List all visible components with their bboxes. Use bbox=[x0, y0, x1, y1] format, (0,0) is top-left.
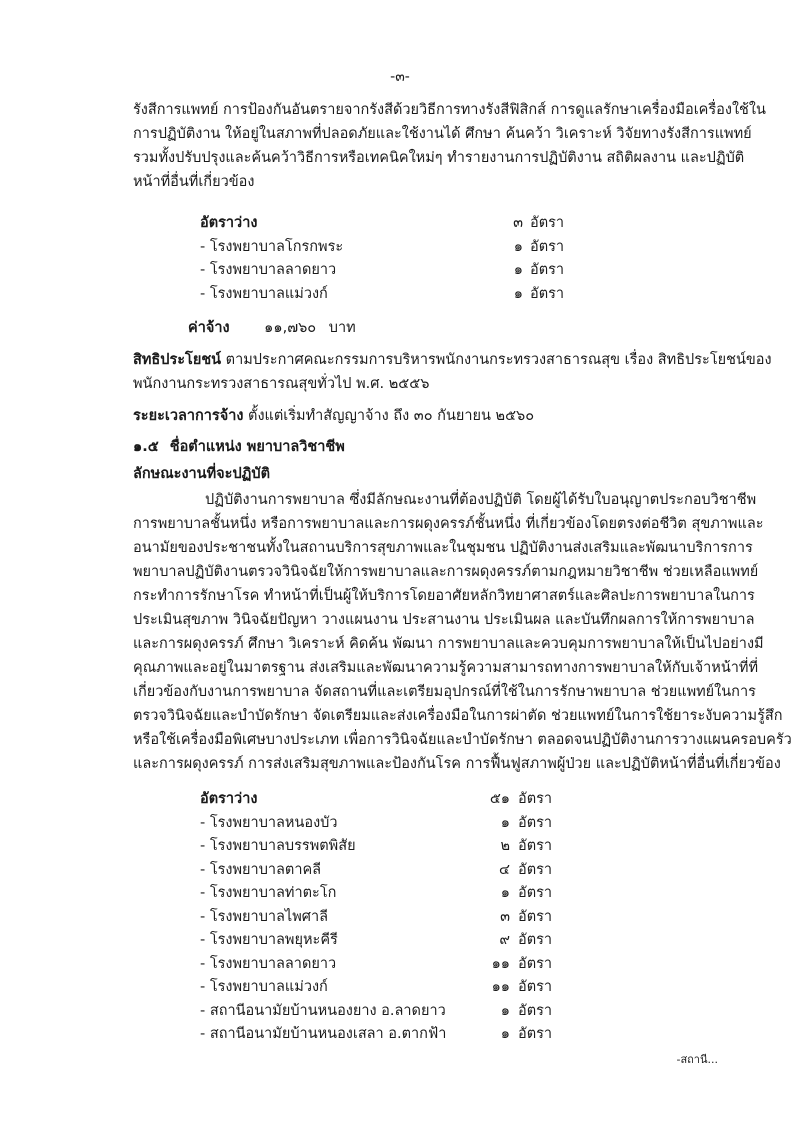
duty-line: พยาบาลปฏิบัติงานตรวจวินิจฉัยให้การพยาบาลและการผดุงครรภ์ตามกฎหมายวิชาชีพ ช่วยเหลือแพทย์ bbox=[133, 564, 759, 580]
vacancy-unit: อัตรา bbox=[518, 861, 553, 878]
vacancy-unit: อัตรา bbox=[518, 791, 553, 807]
hospital-name: - โรงพยาบาลพยุหะคีรี bbox=[200, 932, 338, 948]
position-number: ๑.๕ bbox=[133, 439, 159, 455]
vacancy-count: ๑ bbox=[513, 238, 523, 255]
duration-label: ระยะเวลาการจ้าง bbox=[133, 408, 244, 424]
vacancy-count: ๑ bbox=[513, 262, 523, 278]
vacancy-unit: อัตรา bbox=[530, 215, 565, 231]
hospital-name: - โรงพยาบาลแม่วงก์ bbox=[200, 979, 328, 995]
duration-line bbox=[133, 404, 534, 427]
duty-line: คุณภาพและอยู่ในมาตรฐาน ส่งเสริมและพัฒนาความรู้ความสามารถทางการพยาบาลให้กับเจ้าหน้าที่ที่ bbox=[133, 660, 759, 676]
wage-label: ค่าจ้าง bbox=[188, 320, 230, 336]
duty-line: และการผดุงครรภ์ การส่งเสริมสุขภาพและป้องกันโรค การฟื้นฟูสภาพผู้ป่วย และปฏิบัติหน้าที่อื่นที่เกี่ยวข้อง bbox=[133, 756, 781, 772]
benefits-label: สิทธิประโยชน์ bbox=[133, 352, 222, 368]
vacancy-unit: อัตรา bbox=[518, 814, 553, 831]
vacancy-unit: อัตรา bbox=[530, 262, 565, 278]
vacancy-unit: อัตรา bbox=[518, 932, 553, 948]
hospital-name: - โรงพยาบาลท่าตะโก bbox=[200, 885, 337, 901]
duty-line: ประเมินสุขภาพ วินิจฉัยปัญหา วางแผนงาน ประสานงาน ประเมินผล และบันทึกผลการให้การพยาบาล bbox=[133, 612, 755, 628]
benefits-line-2: พนักงานกระทรวงสาธารณสุขทั่วไป พ.ศ. ๒๕๕๖ bbox=[133, 376, 430, 392]
vacancy-unit: อัตรา bbox=[518, 955, 553, 972]
benefits-line-1 bbox=[133, 348, 772, 371]
vacancy-count: ๙ bbox=[499, 932, 510, 948]
vacancy-unit: อัตรา bbox=[518, 885, 553, 901]
duty-line: กระทำการรักษาโรค ทำหน้าที่เป็นผู้ให้บริการโดยอาศัยหลักวิทยาศาสตร์และศิลปะการพยาบาลในการ bbox=[133, 588, 755, 604]
duty-line: และการผดุงครรภ์ ศึกษา วิเคราะห์ คิดค้น พัฒนา การพยาบาลและควบคุมการพยาบาลให้เป็นไปอย่างมี bbox=[133, 636, 764, 652]
duty-line: อนามัยของประชาชนทั้งในสถานบริการสุขภาพและในชุมชน ปฏิบัติงานส่งเสริมและพัฒนาบริการการ bbox=[133, 540, 753, 556]
hospital-name: - โรงพยาบาลโกรกพระ bbox=[200, 238, 344, 255]
vacancy-unit: อัตรา bbox=[518, 838, 553, 854]
vacancy-count: ๑ bbox=[500, 885, 510, 901]
vacancy-count: ๑ bbox=[500, 814, 510, 831]
duty-line: หรือใช้เครื่องมือพิเศษบางประเภท เพื่อการวินิจฉัยและบำบัดรักษา ตลอดจนปฏิบัติงานการวางแผนครอบครัว bbox=[133, 732, 792, 748]
vacancy-count: ๔ bbox=[499, 861, 510, 878]
vacancy-count: ๑๑ bbox=[491, 979, 510, 995]
duty-heading: ลักษณะงานที่จะปฏิบัติ bbox=[133, 466, 270, 482]
health-station-name: - สถานีอนามัยบ้านหนองเสลา อ.ตากฟ้า bbox=[200, 1026, 447, 1042]
intro-line: การปฏิบัติงาน ให้อยู่ในสภาพที่ปลอดภัยและใช้งานได้ ศึกษา ค้นคว้า วิเคราะห์ วิจัยทางรังสีการแพทย์ bbox=[133, 126, 752, 142]
vacancy-unit: อัตรา bbox=[518, 979, 553, 995]
intro-paragraph bbox=[133, 98, 766, 194]
hospital-name: - โรงพยาบาลแม่วงก์ bbox=[200, 285, 328, 302]
duty-line: การพยาบาลชั้นหนึ่ง หรือการพยาบาลและการผดุงครรภ์ชั้นหนึ่ง ที่เกี่ยวข้องโดยตรงต่อชีวิต สุขภาพและ bbox=[133, 516, 764, 532]
health-station-name: - สถานีอนามัยบ้านหนองยาง อ.ลาดยาว bbox=[200, 1002, 446, 1019]
vacancy-count: ๑ bbox=[500, 1002, 510, 1019]
hospital-name: - โรงพยาบาลไพศาลี bbox=[200, 908, 329, 925]
benefits-text: ตามประกาศคณะกรรมการบริหารพนักงานกระทรวงสาธารณสุข เรื่อง สิทธิประโยชน์ของ bbox=[221, 352, 772, 368]
duty-paragraph bbox=[133, 488, 792, 776]
page-number: -๓- bbox=[390, 69, 410, 85]
duty-line: ตรวจวินิจฉัยและบำบัดรักษา จัดเตรียมและส่งเครื่องมือในการผ่าตัด ช่วยแพทย์ในการใช้ยาระงับความรู้สึก bbox=[133, 708, 783, 724]
vacancy-total: ๓ bbox=[513, 215, 523, 231]
wage-currency: บาท bbox=[328, 320, 356, 336]
hospital-name: - โรงพยาบาลลาดยาว bbox=[200, 262, 337, 278]
vacancy-count: ๑ bbox=[500, 1026, 510, 1042]
vacancy-unit: อัตรา bbox=[518, 1002, 553, 1019]
vacancy-count: ๓ bbox=[500, 908, 510, 925]
hospital-name: - โรงพยาบาลลาดยาว bbox=[200, 955, 337, 972]
position-title: ชื่อตำแหน่ง พยาบาลวิชาชีพ bbox=[169, 439, 345, 455]
hospital-name: - โรงพยาบาลตาคลี bbox=[200, 861, 322, 878]
vacancy-count: ๒ bbox=[500, 838, 510, 854]
position-line bbox=[133, 435, 345, 458]
duty-line: เกี่ยวข้องกับงานการพยาบาล จัดสถานที่และเตรียมอุปกรณ์ที่ใช้ในการรักษาพยาบาล ช่วยแพทย์ในการ bbox=[133, 684, 756, 700]
wage-line bbox=[188, 316, 356, 339]
hospital-name: - โรงพยาบาลหนองบัว bbox=[200, 814, 338, 831]
intro-line: รังสีการแพทย์ การป้องกันอันตรายจากรังสีด้วยวิธีการทางรังสีฟิสิกส์ การดูแลรักษาเครื่องมือเครื่องใช้ใน bbox=[133, 102, 766, 118]
hospital-name: - โรงพยาบาลบรรพตพิสัย bbox=[200, 838, 356, 854]
vacancy-header: อัตราว่าง bbox=[200, 215, 258, 231]
vacancy-unit: อัตรา bbox=[530, 238, 565, 255]
vacancy-count: ๑๑ bbox=[491, 955, 510, 972]
vacancy-header: อัตราว่าง bbox=[200, 791, 258, 807]
vacancy-unit: อัตรา bbox=[530, 285, 565, 302]
vacancy-total: ๕๑ bbox=[489, 791, 510, 807]
duration-text: ตั้งแต่เริ่มทำสัญญาจ้าง ถึง ๓๐ กันยายน ๒๕๖๐ bbox=[243, 408, 535, 424]
vacancy-unit: อัตรา bbox=[518, 908, 553, 925]
duty-line: ปฏิบัติงานการพยาบาล ซึ่งมีลักษณะงานที่ต้องปฏิบัติ โดยผู้ได้รับใบอนุญาตประกอบวิชาชีพ bbox=[205, 492, 757, 508]
intro-line: หน้าที่อื่นที่เกี่ยวข้อง bbox=[133, 174, 255, 190]
vacancy-unit: อัตรา bbox=[518, 1026, 553, 1042]
continuation-marker: -สถานี... bbox=[676, 1053, 718, 1066]
intro-line: รวมทั้งปรับปรุงและค้นคว้าวิธีการหรือเทคนิคใหม่ๆ ทำรายงานการปฏิบัติงาน สถิติผลงาน และปฏิบัติ bbox=[133, 150, 745, 166]
vacancy-count: ๑ bbox=[513, 285, 523, 302]
wage-amount: ๑๑,๗๖๐ bbox=[264, 320, 317, 336]
